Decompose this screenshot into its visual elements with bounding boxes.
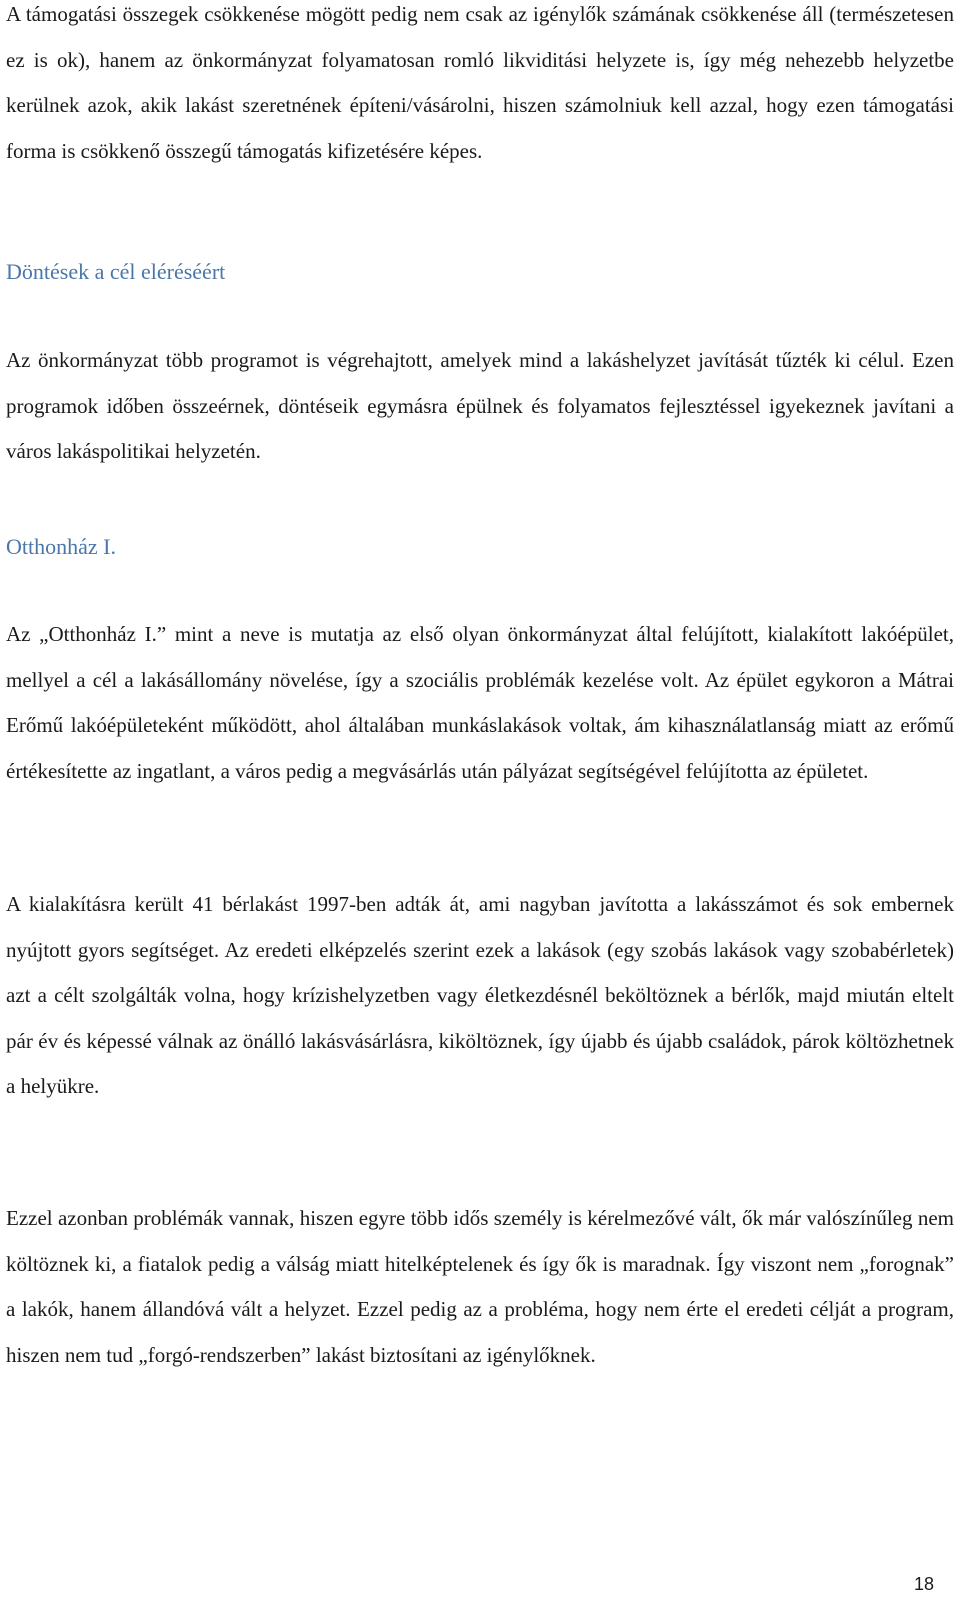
- section-heading-decisions: Döntések a cél eléréséért: [6, 259, 226, 284]
- paragraph-problems: Ezzel azonban problémák vannak, hiszen egyre több idős személy is kérelmezővé vált, ők már valószínűleg nem költöznek ki, a fiatalok pedig a válság miatt hitelképtelenek és így ők is maradnak. Így viszont nem „forognak” a lakók, hanem állandóvá vált a helyzet. Ezzel pedig az a probléma, hogy nem érte el eredeti célját a program, hiszen nem tud „forgó-rendszerben” lakást biztosítani az igénylőknek.: [6, 1206, 954, 1367]
- paragraph-rental-flats: A kialakításra került 41 bérlakást 1997-ben adták át, ami nagyban javította a lakásszámot és sok embernek nyújtott gyors segítséget. Az eredeti elképzelés szerint ezek a lakások (egy szobás lakások vagy szobabérletek) azt a célt szolgálták volna, hogy krízishelyzetben vagy életkezdésnél beköltöznek a bérlők, majd miután eltelt pár év és képessé válnak az önálló lakásvásárlásra, kiköltöznek, így újabb és újabb családok, párok költözhetnek a helyükre.: [6, 892, 954, 1098]
- section-heading-otthonhaz: Otthonház I.: [6, 534, 116, 559]
- paragraph-otthonhaz-intro: Az „Otthonház I.” mint a neve is mutatja az első olyan önkormányzat által felújított, kialakított lakóépület, mellyel a cél a lakásállomány növelése, így a szociális problémák kezelése volt. Az épület egykoron a Mátrai Erőmű lakóépületeként működött, ahol általában munkáslakások voltak, ám kihasználatlanság miatt az erőmű értékesítette az ingatlant, a város pedig a megvásárlás után pályázat segítségével felújította az épületet.: [6, 622, 954, 783]
- paragraph-support-decline: A támogatási összegek csökkenése mögött pedig nem csak az igénylők számának csökkenése áll (természetesen ez is ok), hanem az önkormányzat folyamatosan romló likviditási helyzete is, így még nehezebb helyzetbe kerülnek azok, akik lakást szeretnének építeni/vásárolni, hiszen számolniuk kell azzal, hogy ezen támogatási forma is csökkenő összegű támogatás kifizetésére képes.: [6, 2, 954, 163]
- page-number: 18: [913, 1574, 934, 1594]
- paragraph-programs: Az önkormányzat több programot is végrehajtott, amelyek mind a lakáshelyzet javítását tűzték ki célul. Ezen programok időben összeérnek, döntéseik egymásra épülnek és folyamatos fejlesztéssel igyekeznek javítani a város lakáspolitikai helyzetén.: [6, 348, 954, 463]
